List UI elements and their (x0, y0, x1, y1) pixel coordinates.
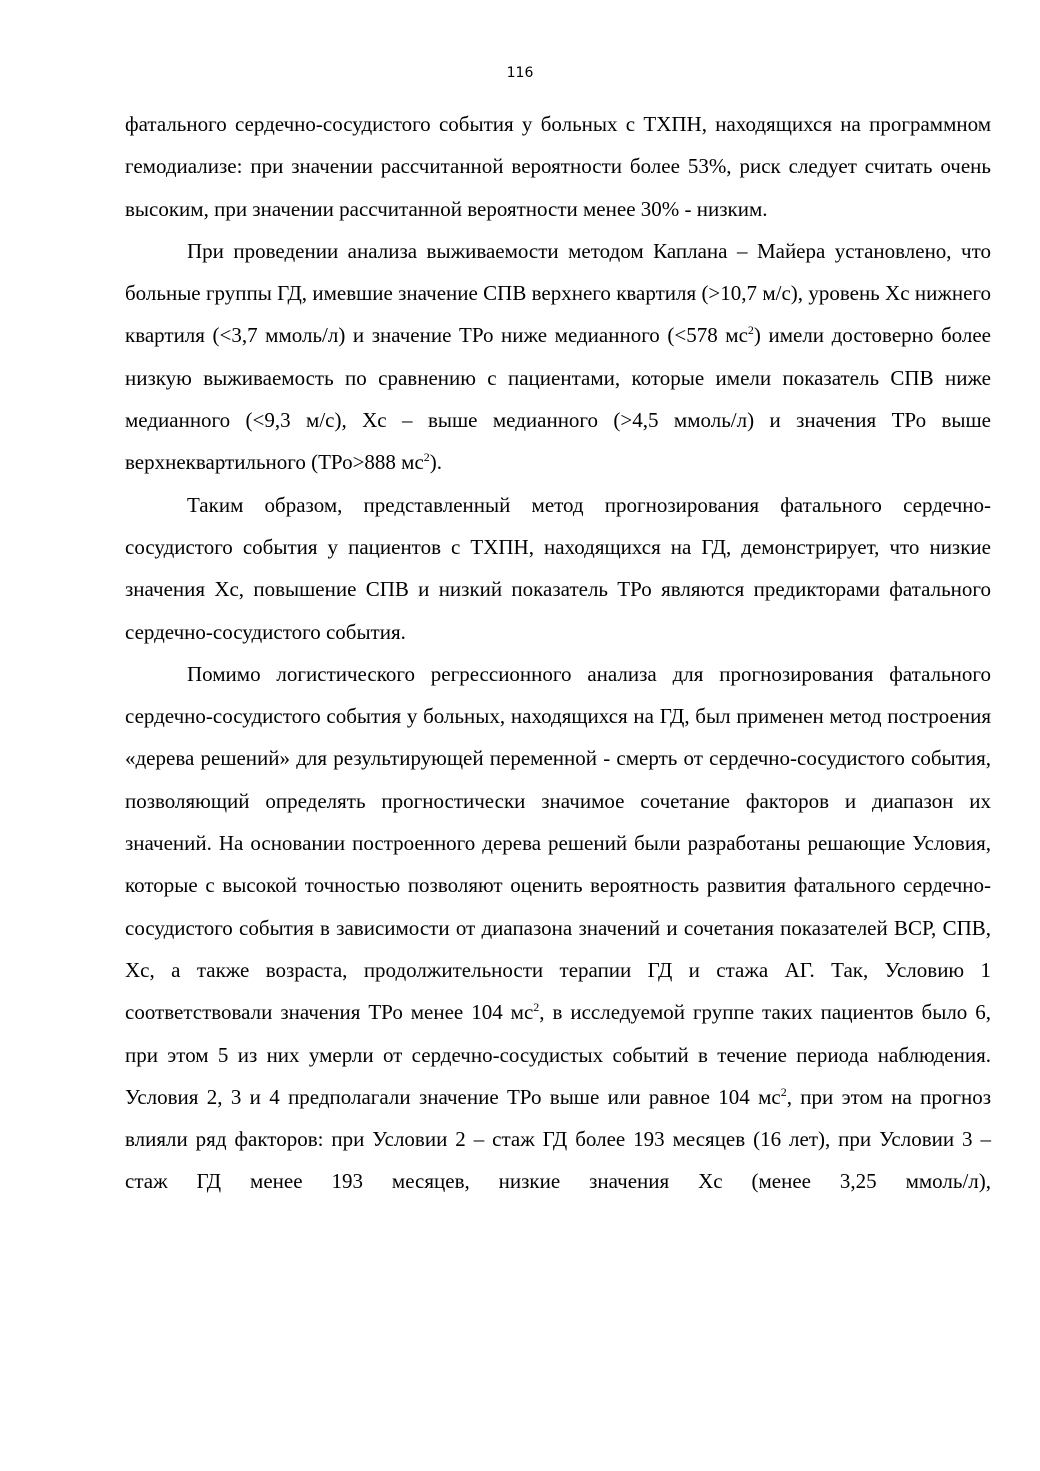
superscript: 2 (533, 1000, 540, 1015)
paragraph-text: , при этом на прогноз влияли ряд факторов: при Условии 2 – стаж ГД более 193 месяцев (16 лет), при Условии 3 – стаж ГД менее 193 месяцев, низкие значения Хс (менее 3,25 ммоль/л), (125, 1084, 991, 1194)
superscript: 2 (747, 323, 754, 338)
paragraph-text: Помимо логистического регрессионного анализа для прогнозирования фатального сердечно-сосудистого события у больных, находящихся на ГД, был применен метод построения «дерева решений» для результирующей переменной - смерть от сердечно-сосудистого события, позволяющий определять прогностически значимое сочетание факторов и диапазон их значений. На основании построенного дерева решений были разработаны решающие Условия, которые с высокой точностью позволяют оценить вероятность развития фатального сердечно-сосудистого события в зависимости от диапазона значений и сочетания показателей ВСР, СПВ, Хс, а также возраста, продолжительности терапии ГД и стажа АГ. Так, Условию 1 соответствовали значения ТРо менее 104 мс (125, 661, 991, 1025)
page-number: 116 (506, 65, 534, 81)
paragraph-text: , в исследуемой группе таких пациентов было 6, при этом 5 из них умерли от сердечно-сосудистых событий в течение периода наблюдения. Условия 2, 3 и 4 предполагали значение ТРо выше или равное 104 мс (125, 1000, 991, 1109)
paragraph-text: фатального сердечно-сосудистого события у больных с ТХПН, находящихся на программном гемодиализе: при значении рассчитанной вероятности более 53%, риск следует считать очень высоким, при значении рассчитанной вероятности менее 30% - низким. (125, 112, 991, 221)
superscript: 2 (780, 1084, 787, 1099)
document-body (125, 103, 991, 1203)
paragraph-text: ). (429, 450, 443, 475)
paragraph-text: ) имели достоверно более низкую выживаемость по сравнению с пациентами, которые имели показатель СПВ ниже медианного (<9,3 м/с), Хс – выше медианного (>4,5 ммоль/л) и значения ТРо выше верхнеквартильного (ТРо>888 мс (125, 323, 991, 475)
superscript: 2 (423, 450, 430, 465)
paragraph (125, 653, 991, 1203)
paragraph-text: Таким образом, представленный метод прогнозирования фатального сердечно-сосудистого события у пациентов с ТХПН, находящихся на ГД, демонстрирует, что низкие значения Хс, повышение СПВ и низкий показатель ТРо являются предикторами фатального сердечно-сосудистого события. (125, 492, 991, 644)
paragraph (125, 230, 991, 484)
paragraph (125, 484, 991, 653)
paragraph-text: При проведении анализа выживаемости методом Каплана – Майера установлено, что больные группы ГД, имевшие значение СПВ верхнего квартиля (>10,7 м/с), уровень Хс нижнего квартиля (<3,7 ммоль/л) и значение ТРо ниже медианного (<578 мс (125, 238, 991, 348)
paragraph (125, 103, 991, 230)
